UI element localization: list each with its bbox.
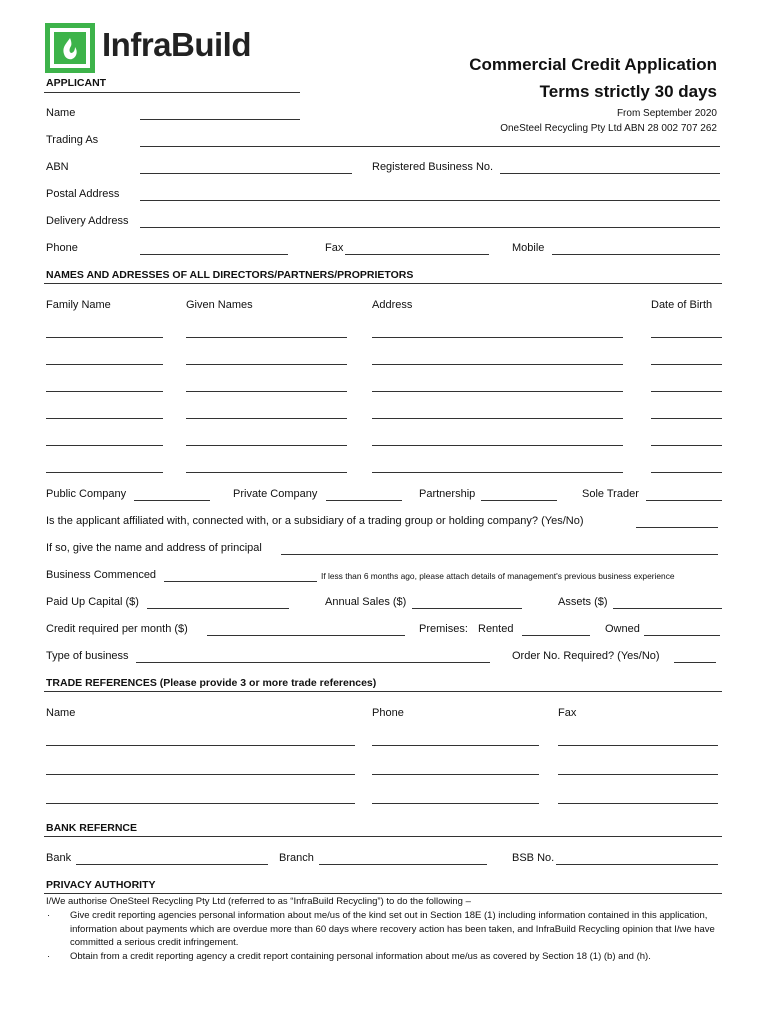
director-row-field[interactable]	[46, 472, 163, 473]
order-no-field[interactable]	[674, 662, 716, 663]
director-row-field[interactable]	[651, 364, 722, 365]
page-subtitle: Terms strictly 30 days	[539, 82, 717, 101]
trade-row-field[interactable]	[46, 745, 355, 746]
col-family-name: Family Name	[46, 299, 111, 311]
col-given-names: Given Names	[186, 299, 253, 311]
director-row-field[interactable]	[46, 364, 163, 365]
trade-col-fax: Fax	[558, 707, 577, 719]
trade-heading: TRADE REFERENCES (Please provide 3 or more trade references)	[46, 677, 377, 689]
mobile-label: Mobile	[512, 242, 545, 254]
postal-label: Postal Address	[46, 188, 120, 200]
mobile-field[interactable]	[552, 254, 720, 255]
director-row-field[interactable]	[651, 391, 722, 392]
bullet-dot-icon: ·	[47, 910, 51, 921]
name-label: Name	[46, 107, 76, 119]
affiliated-field[interactable]	[636, 527, 718, 528]
principal-label: If so, give the name and address of principal	[46, 542, 262, 554]
abn-label: ABN	[46, 161, 69, 173]
credit-label: Credit required per month ($)	[46, 623, 188, 635]
applicant-heading: APPLICANT	[46, 77, 107, 89]
premises-label: Premises:	[419, 623, 468, 635]
director-row-field[interactable]	[651, 472, 722, 473]
director-row-field[interactable]	[651, 337, 722, 338]
order-no-label: Order No. Required? (Yes/No)	[512, 650, 660, 662]
capital-field[interactable]	[147, 608, 289, 609]
director-row-field[interactable]	[186, 445, 347, 446]
trading-as-field[interactable]	[140, 146, 720, 147]
fax-label: Fax	[325, 242, 344, 254]
directors-heading: NAMES AND ADRESSES OF ALL DIRECTORS/PARTNERS/PROPRIETORS	[46, 269, 414, 281]
privacy-bullet-1	[46, 909, 722, 950]
director-row-field[interactable]	[186, 337, 347, 338]
commenced-field[interactable]	[164, 581, 317, 582]
trade-row-field[interactable]	[558, 745, 718, 746]
bsb-field[interactable]	[556, 864, 718, 865]
trade-row-field[interactable]	[46, 803, 355, 804]
director-row-field[interactable]	[651, 445, 722, 446]
brand-name: InfraBuild	[102, 26, 251, 63]
page-title: Commercial Credit Application	[469, 55, 717, 74]
director-row-field[interactable]	[372, 445, 623, 446]
director-row-field[interactable]	[186, 364, 347, 365]
privacy-bullet-2	[46, 950, 722, 964]
trade-col-phone: Phone	[372, 707, 404, 719]
privacy-heading-rule	[44, 893, 722, 894]
rented-field[interactable]	[522, 635, 590, 636]
trade-row-field[interactable]	[46, 774, 355, 775]
partnership-label: Partnership	[419, 488, 476, 500]
partnership-field[interactable]	[481, 500, 557, 501]
delivery-field[interactable]	[140, 227, 720, 228]
director-row-field[interactable]	[372, 364, 623, 365]
director-row-field[interactable]	[46, 391, 163, 392]
commenced-label: Business Commenced	[46, 569, 157, 581]
phone-field[interactable]	[140, 254, 288, 255]
col-dob: Date of Birth	[651, 299, 713, 311]
rented-label: Rented	[478, 623, 514, 635]
director-row-field[interactable]	[186, 391, 347, 392]
privacy-intro: I/We authorise OneSteel Recycling Pty Ltd (referred to as “InfraBuild Recycling”) to do the following –	[46, 896, 471, 907]
trading-as-label: Trading As	[46, 134, 99, 146]
director-row-field[interactable]	[186, 472, 347, 473]
principal-field[interactable]	[281, 554, 718, 555]
reg-no-field[interactable]	[500, 173, 720, 174]
delivery-label: Delivery Address	[46, 215, 129, 227]
privacy-heading: PRIVACY AUTHORITY	[46, 879, 156, 891]
director-row-field[interactable]	[372, 337, 623, 338]
flame-logo-icon	[44, 22, 96, 74]
reg-no-label: Registered Business No.	[372, 161, 494, 173]
private-company-field[interactable]	[326, 500, 402, 501]
bank-label: Bank	[46, 852, 72, 864]
director-row-field[interactable]	[46, 418, 163, 419]
commenced-note: If less than 6 months ago, please attach details of management's previous business experience	[321, 571, 675, 581]
bank-field[interactable]	[76, 864, 268, 865]
assets-field[interactable]	[613, 608, 722, 609]
director-row-field[interactable]	[46, 337, 163, 338]
director-row-field[interactable]	[46, 445, 163, 446]
bank-heading: BANK REFERNCE	[46, 822, 138, 834]
affiliated-label: Is the applicant affiliated with, connected with, or a subsidiary of a trading group or holding company? (Yes/No)	[46, 515, 584, 527]
sole-trader-field[interactable]	[646, 500, 722, 501]
privacy-bullet-text: Obtain from a credit reporting agency a credit report containing personal information about me/us as covered by Section 18 (1) (b) and (h).	[70, 951, 651, 962]
type-label: Type of business	[46, 650, 129, 662]
trade-row-field[interactable]	[558, 803, 718, 804]
entity-abn: OneSteel Recycling Pty Ltd ABN 28 002 707 262	[500, 123, 717, 134]
trade-row-field[interactable]	[372, 745, 539, 746]
sole-trader-label: Sole Trader	[582, 488, 639, 500]
owned-field[interactable]	[644, 635, 720, 636]
privacy-bullet-text: Give credit reporting agencies personal information about me/us of the kind set out in Section 18E (1) including information contained in this application, information about payments which are overdue more than 60 days where recovery action has been taken, and InfraBuild Recycling opinion that I/we have committed a serious credit infringement.	[70, 910, 715, 948]
director-row-field[interactable]	[372, 418, 623, 419]
applicant-heading-rule	[44, 92, 300, 93]
fax-field[interactable]	[345, 254, 489, 255]
type-field[interactable]	[136, 662, 490, 663]
trade-row-field[interactable]	[372, 774, 539, 775]
abn-field[interactable]	[140, 173, 352, 174]
director-row-field[interactable]	[372, 391, 623, 392]
private-company-label: Private Company	[233, 488, 318, 500]
director-row-field[interactable]	[186, 418, 347, 419]
sales-label: Annual Sales ($)	[325, 596, 407, 608]
name-field[interactable]	[140, 119, 300, 120]
bank-heading-rule	[44, 836, 722, 837]
branch-field[interactable]	[319, 864, 487, 865]
branch-label: Branch	[279, 852, 314, 864]
public-company-field[interactable]	[134, 500, 210, 501]
directors-heading-rule	[44, 283, 722, 284]
trade-heading-rule	[44, 691, 722, 692]
owned-label: Owned	[605, 623, 640, 635]
assets-label: Assets ($)	[558, 596, 608, 608]
col-address: Address	[372, 299, 413, 311]
credit-field[interactable]	[207, 635, 405, 636]
public-company-label: Public Company	[46, 488, 127, 500]
capital-label: Paid Up Capital ($)	[46, 596, 139, 608]
from-date: From September 2020	[616, 108, 717, 119]
bullet-dot-icon: ·	[47, 951, 51, 962]
trade-col-name: Name	[46, 707, 76, 719]
sales-field[interactable]	[412, 608, 522, 609]
phone-label: Phone	[46, 242, 78, 254]
trade-row-field[interactable]	[558, 774, 718, 775]
director-row-field[interactable]	[372, 472, 623, 473]
bsb-label: BSB No.	[512, 852, 555, 864]
trade-row-field[interactable]	[372, 803, 539, 804]
director-row-field[interactable]	[651, 418, 722, 419]
postal-field[interactable]	[140, 200, 720, 201]
